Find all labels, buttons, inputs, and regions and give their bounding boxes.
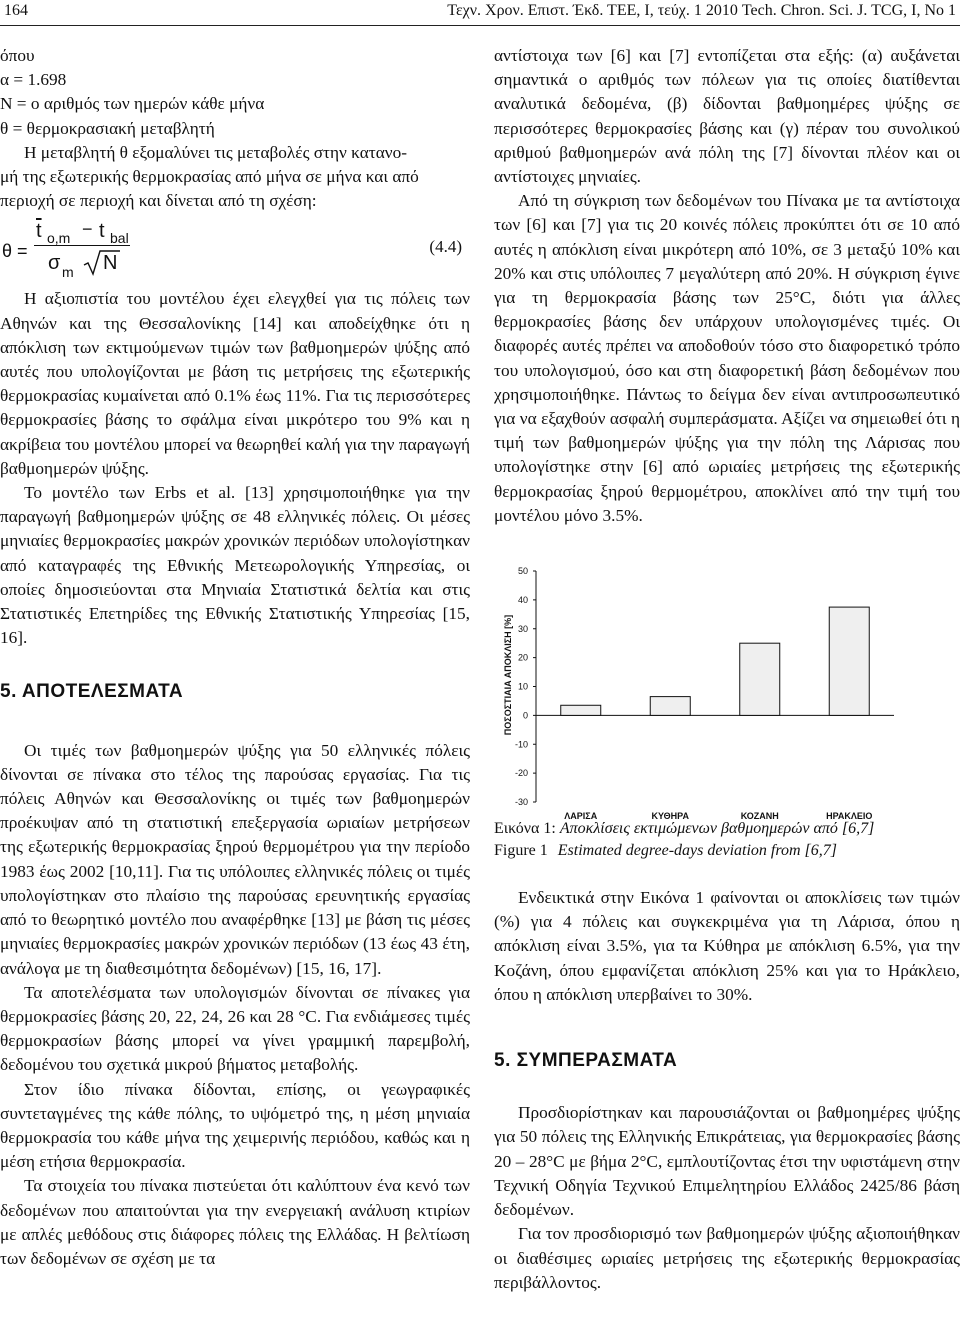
caption-gr-text: Αποκλίσεις εκτιμώμενων βαθμοημερών από [6,7]: [559, 820, 875, 838]
def-line: α = 1.698: [0, 70, 67, 90]
intro-line: Η μεταβλητή θ εξομαλύνει τις μεταβολές στην κατανο-: [24, 142, 407, 162]
y-tick-label: 20: [517, 652, 528, 663]
eq-t-bal: t: [99, 220, 105, 243]
paragraph: Στον ίδιο πίνακα δίδονται, επίσης, οι γεωγραφικές συντεταγμένες της κάθε πόλης, το υψόμετρό της, η μέση μηνιαία θερμοκρασία του κάθε μήνα της χειμερινής περιόδου, καθώς και η μέση ετήσια θερμοκρασία.: [0, 1079, 470, 1172]
bar-3: [740, 643, 780, 715]
y-tick-label: 30: [517, 623, 528, 634]
paragraph: Για τον προσδιορισμό των βαθμοημερών ψύξης αξιοποιήθηκαν οι διαθέσιμες ωριαίες μετρήσεις της εξωτερικής θερμοκρασίας περιβάλλοντος.: [494, 1224, 960, 1292]
paragraph: Ενδεικτικά στην Εικόνα 1 φαίνονται οι αποκλίσεις των τιμών (%) για 4 πόλεις και συγκεκριμένα για τη Λάρισα, όπου η απόκλιση είναι 3.5%, για τα Κύθηρα με απόκλιση 6.5%, για την Κοζάνη, όπου εμφανίζεται απόκλιση 25% και για το Ηράκλειο, όπου η απόκλιση υπερβαίνει το 30%.: [494, 888, 960, 1004]
caption-gr-label: Εικόνα 1:: [494, 820, 556, 838]
y-tick-label: 40: [517, 594, 528, 605]
y-tick-label: 0: [522, 710, 528, 721]
def-line: όπου: [0, 46, 35, 65]
y-tick-label: 10: [517, 681, 528, 692]
figure-1-chart: [494, 555, 960, 838]
eq-N: N: [103, 252, 118, 275]
def-line: N = ο αριθμός των ημερών κάθε μήνα: [0, 94, 265, 114]
figure-caption-en: [494, 840, 960, 862]
paragraph: Η αξιοπιστία του μοντέλου έχει ελεγχθεί για τις πόλεις των Αθηνών και της Θεσσαλονίκης [14] και αποδείχθηκε ότι η απόκλιση των εκτιμούμενων τιμών των βαθμοημερών ψύξης από αυτές που υπολογίζονται με βάση τις μετρήσεις της εξωτερικής θερμοκρασίας κυμαίνεται από 0.1% έως 11%. Για τις περισσότερες θερμοκρασίες βάσης το σφάλμα είναι μικρότερο του 9% και η ακρίβεια του μοντέλου μπορεί να θεωρηθεί καλή για την παραγωγή βαθμοημερών ψύξης.: [0, 289, 470, 478]
intro-line: περιοχή σε περιοχή και δίνεται από τη σχέση:: [0, 191, 317, 211]
header-rule: [0, 25, 960, 26]
y-tick-label: 50: [517, 566, 528, 576]
y-axis-label: ΠΟΣΟΣΤΙΑΙΑ ΑΠΟΚΛΙΣΗ [%]: [503, 614, 513, 736]
bar-2: [650, 697, 690, 716]
section-heading-results: 5. ΑΠΟΤΕΛΕΣΜΑΤΑ: [0, 681, 184, 703]
eq-sub-om: o,m: [47, 230, 71, 247]
eq-number: (4.4): [429, 237, 462, 257]
category-label: ΚΥΘΗΡΑ: [651, 811, 689, 821]
y-tick-label: -20: [514, 768, 528, 779]
eq-minus: −: [82, 219, 93, 240]
eq-sub-bal: bal: [110, 230, 129, 247]
eq-theta: θ =: [2, 241, 28, 262]
eq-t-om: $\overline{t}$: [36, 220, 42, 243]
y-tick-label: -10: [514, 739, 528, 750]
equation-4-4: [0, 213, 470, 285]
caption-en-text: Estimated degree-days deviation from [6,7]: [557, 842, 837, 860]
caption-en-label: Figure 1: [494, 842, 548, 860]
running-header: [0, 0, 960, 28]
intro-line: μή της εξωτερικής θερμοκρασίας από μήνα σε μήνα και από: [0, 167, 419, 187]
bar-4: [829, 607, 869, 715]
y-tick-label: -30: [514, 797, 528, 807]
journal-title: Τεχν. Χρον. Επιστ. Έκδ. ΤΕΕ, Ι, τεύχ. 1 2010 Tech. Chron. Sci. J. TCG, I, No 1: [447, 2, 956, 19]
paragraph: Οι τιμές των βαθμοημερών ψύξης για 50 ελληνικές πόλεις δίνονται σε πίνακα στο τέλος της παρούσας εργασίας. Για τις πόλεις Αθηνών και Θεσσαλονίκης οι τιμές των βαθμοημερών προέκυψαν από τη στατιστική επεξεργασία ωριαίων μετρήσεων της εξωτερικής θερμοκρασίας ξηρού θερμομέτρου για την περίοδο 1983 έως 2002 [10,11]. Για τις υπόλοιπες ελληνικές πόλεις οι τιμές υπολογίστηκαν στο πλαίσιο της παρούσας ερευνητικής εργασίας από το θεωρητικό μοντέλο που αναφέρθηκε [13] με βάση τις μέσες μηνιαίες θερμοκρασίες μακρών χρονικών περιόδων (13 έως 43 έτη, ανάλογα με τη διαθεσιμότητα δεδομένων) [15, 16, 17].: [0, 740, 470, 978]
eq-sigma: σ: [48, 252, 61, 275]
category-label: ΛΑΡΙΣΑ: [564, 811, 598, 821]
paragraph: Προσδιορίστηκαν και παρουσιάζονται οι βαθμοημέρες ψύξης για 50 πόλεις της Ελληνικής Επικράτειας, για θερμοκρασίες βάσης 20 – 28°C με βήμα 2°C, εμπλουτίζοντας έτσι την υφιστάμενη στην Τεχνική Οδηγία Τεχνικού Επιμελητηρίου Ελλάδος 2425/86 βάση δεδομένων.: [494, 1103, 960, 1220]
paragraph: Τα στοιχεία του πίνακα πιστεύεται ότι καλύπτουν ένα κενό των δεδομένων που απαιτούνται για την ενεργειακή ανάλυση κτιρίων με απλές μεθόδους στις διάφορες πόλεις της Ελλάδας. Η βελτίωση των δεδομένων σε σχέση με τα: [0, 1176, 470, 1268]
paragraph: Από τη σύγκριση των δεδομένων του Πίνακα με τα αντίστοιχα των [6] και [7] για τις 20 κοινές πόλεις προκύπτει ότι σε 10 από αυτές η απόκλιση είναι μικρότερη από 10%, σε 3 μεταξύ 10% και 20% και στις υπόλοιπες 7 μεγαλύτερη από 20%. Η σύγκριση έγινε για τη θερμοκρασία βάσης των 25°C, διότι για άλλες θερμοκρασίες βάσης δεν υπάρχουν υπολογισμένες τιμές. Οι διαφορές αυτές πρέπει να αποδοθούν τόσο στο διαφορετικό τρόπο του υπολογισμού, όσο και στη διαφορετική βάση δεδομένων που χρησιμοποιήθηκε. Πάντως το δείγμα δεν είναι αντιπροσωπευτικό για να εξαχθούν ασφαλή συμπεράσματα. Αξίζει να σημειωθεί ότι η τιμή των βαθμοημερών ψύξης για την πόλη της Λάρισας που υπολογίστηκε στην [6] από ωριαίες μετρήσεις της εξωτερικής θερμοκρασίας ξηρού θερμομέτρου, αποκλίνει από την τιμή του μοντέλου μόνο 3.5%.: [494, 191, 960, 525]
deviation-bar-chart: [494, 555, 960, 838]
section-heading-conclusions: 5. ΣΥΜΠΕΡΑΣΜΑΤΑ: [494, 1050, 678, 1072]
category-label: ΚΟΖΑΝΗ: [740, 811, 779, 821]
category-label: ΗΡΑΚΛΕΙΟ: [826, 811, 873, 821]
left-column: [0, 44, 470, 1271]
def-line: θ = θερμοκρασιακή μεταβλητή: [0, 118, 215, 138]
paragraph: αντίστοιχα των [6] και [7] εντοπίζεται στα εξής: (α) αυξάνεται σημαντικά ο αριθμός των πόλεων για τις οποίες διατίθενται αναλυτικά δεδομένα, (β) δίδονται βαθμοημέρες ψύξης σε περισσότερες θερμοκρασίες βάσης και (γ) πέραν του συνολικού αριθμού βαθμοημερών ανά πόλη της [7] δίνονται πλέον και οι αντίστοιχες μηνιαίες.: [494, 46, 960, 187]
page-number: 164: [4, 2, 28, 19]
eq-fraction-bar: [34, 245, 130, 246]
eq-sub-m: m: [62, 264, 74, 281]
bar-1: [561, 705, 601, 715]
paragraph: Τα αποτελέσματα των υπολογισμών δίνονται σε πίνακες για θερμοκρασίες βάσης 20, 22, 24, 26 και 28 °C. Για ενδιάμεσες τιμές θερμοκρασίων βάσης μπορεί να γίνει γραμμική παρεμβολή, δεδομένου του σχετικά μικρού βήματος μεταβολής.: [0, 982, 470, 1075]
paragraph: Το μοντέλο των Erbs et al. [13] χρησιμοποιήθηκε για την παραγωγή βαθμοημερών ψύξης σε 48 ελληνικές πόλεις. Οι μέσες μηνιαίες θερμοκρασίες μακρών χρονικών περιόδων υπολογίστηκαν από καταγραφές της Εθνικής Μετεωρολογικής Υπηρεσίας, οι οποίες δημοσιεύονται στα Μηνιαία Στατιστικά δελτία και στις Στατιστικές Επετηρίδες της Εθνικής Στατιστικής Υπηρεσίας [15, 16].: [0, 483, 470, 648]
